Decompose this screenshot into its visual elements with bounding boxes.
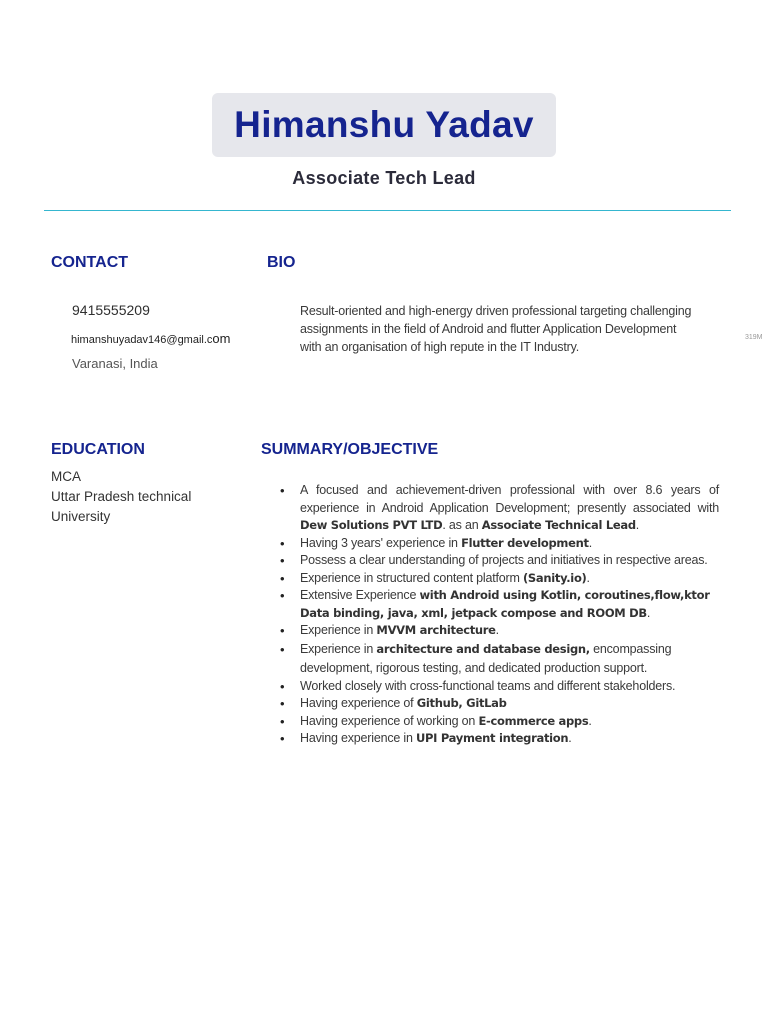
summary-item: • Experience in architecture and database design, encompassing development, rigorous testing, and dedicated production support. bbox=[278, 640, 719, 678]
contact-email-tail: om bbox=[212, 331, 231, 346]
summary-item: • Extensive Experience with Android using Kotlin, coroutines,flow,ktor Data binding, java, xml, jetpack compose and ROOM DB. bbox=[278, 587, 719, 622]
bio-heading: BIO bbox=[267, 254, 296, 271]
job-title: Associate Tech Lead bbox=[292, 168, 476, 188]
bio-line: Result-oriented and high-energy driven professional targeting challenging bbox=[300, 304, 692, 318]
summary-heading: SUMMARY/OBJECTIVE bbox=[261, 441, 439, 458]
education-university: Uttar Pradesh technical bbox=[51, 489, 192, 504]
summary-item: • A focused and achievement-driven professional with over 8.6 years of experience in Android Application Development; presently associated with Dew Solutions PVT LTD. as an Associate Technical Lead. bbox=[278, 482, 719, 535]
contact-email bbox=[71, 331, 230, 346]
header-divider bbox=[44, 210, 731, 211]
summary-item: • Having experience in UPI Payment integration. bbox=[278, 730, 719, 748]
contact-email-main: himanshuyadav146@gmail.c bbox=[71, 334, 213, 346]
summary-item: • Having experience of working on E-commerce apps. bbox=[278, 713, 719, 731]
education-degree: MCA bbox=[51, 469, 81, 484]
education-details bbox=[51, 467, 191, 527]
summary-item: • Possess a clear understanding of projects and initiatives in respective areas. bbox=[278, 552, 719, 570]
summary-item: • Experience in MVVM architecture. bbox=[278, 622, 719, 640]
summary-item: • Having experience of Github, GitLab bbox=[278, 695, 719, 713]
bio-line: assignments in the field of Android and flutter Application Development bbox=[300, 322, 677, 336]
education-university: University bbox=[51, 509, 111, 524]
side-mark: 319M bbox=[745, 334, 763, 341]
summary-item: • Worked closely with cross-functional teams and different stakeholders. bbox=[278, 678, 719, 696]
contact-heading: CONTACT bbox=[51, 254, 129, 271]
bio-line: with an organisation of high repute in the IT Industry. bbox=[300, 340, 579, 354]
contact-phone: 9415555209 bbox=[72, 302, 150, 318]
candidate-name: Himanshu Yadav bbox=[234, 104, 534, 145]
summary-list bbox=[278, 482, 719, 748]
summary-item: • Experience in structured content platform (Sanity.io). bbox=[278, 570, 719, 588]
education-heading: EDUCATION bbox=[51, 441, 145, 458]
summary-item: • Having 3 years' experience in Flutter development. bbox=[278, 535, 719, 553]
contact-location: Varanasi, India bbox=[72, 356, 158, 371]
name-banner bbox=[212, 93, 556, 157]
bio-text bbox=[300, 302, 705, 356]
